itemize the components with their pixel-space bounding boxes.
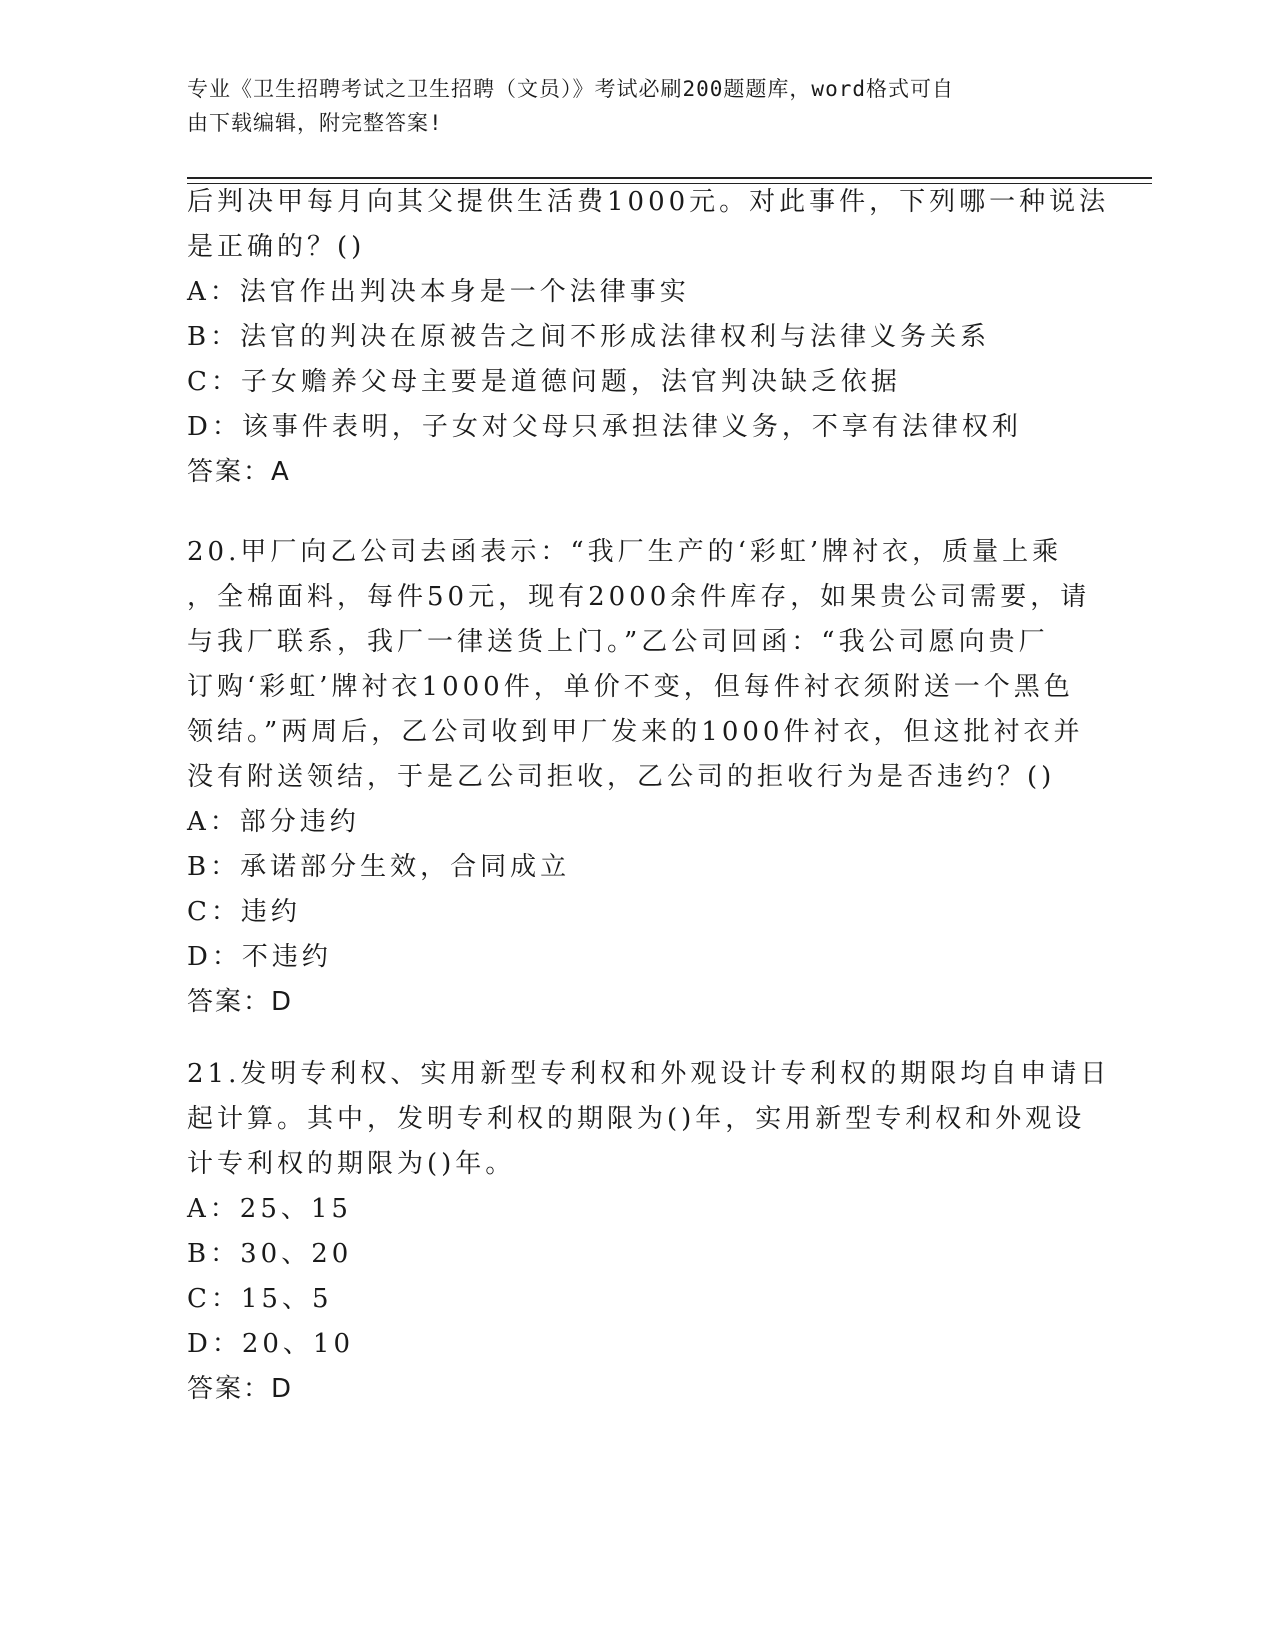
option-d: D：该事件表明，子女对父母只承担法律义务，不享有法律权利: [187, 412, 1022, 442]
question-stem-line: ，全棉面料，每件50元，现有2000余件库存，如果贵公司需要，请: [187, 582, 1091, 612]
option-b: B：30、20: [187, 1239, 353, 1269]
document-header: [187, 72, 1067, 140]
option-d: D：不违约: [187, 942, 332, 972]
question-stem-line: 20.甲厂向乙公司去函表示：“我厂生产的‘彩虹’牌衬衣，质量上乘: [187, 537, 1063, 567]
question-stem-line: 与我厂联系，我厂一律送货上门。”乙公司回函：“我公司愿向贵厂: [187, 627, 1049, 657]
question-stem-line: 是正确的？(): [187, 232, 366, 262]
header-line-1: 专业《卫生招聘考试之卫生招聘（文员）》考试必刷200题题库，word格式可自: [187, 77, 954, 101]
option-b: B：承诺部分生效，合同成立: [187, 852, 571, 882]
answer-label: 答案：D: [187, 1374, 294, 1404]
option-c: C：子女赡养父母主要是道德问题，法官判决缺乏依据: [187, 367, 901, 397]
header-rule-thick: [187, 177, 1152, 179]
option-d: D：20、10: [187, 1329, 355, 1359]
option-a: A：法官作出判决本身是一个法律事实: [187, 277, 690, 307]
option-a: A：25、15: [187, 1194, 352, 1224]
question-19: [187, 180, 1110, 495]
question-stem-line: 领结。”两周后，乙公司收到甲厂发来的1000件衬衣，但这批衬衣并: [187, 717, 1084, 747]
option-c: C：违约: [187, 897, 301, 927]
question-stem-line: 没有附送领结，于是乙公司拒收，乙公司的拒收行为是否违约？(): [187, 762, 1056, 792]
answer-label: 答案：D: [187, 987, 294, 1017]
header-line-2: 由下载编辑，附完整答案!: [187, 111, 443, 135]
question-stem-line: 订购‘彩虹’牌衬衣1000件，单价不变，但每件衬衣须附送一个黑色: [187, 672, 1074, 702]
option-a: A：部分违约: [187, 807, 360, 837]
question-stem-line: 后判决甲每月向其父提供生活费1000元。对此事件，下列哪一种说法: [187, 187, 1110, 217]
option-b: B：法官的判决在原被告之间不形成法律权利与法律义务关系: [187, 322, 991, 352]
question-stem-line: 21.发明专利权、实用新型专利权和外观设计专利权的期限均自申请日: [187, 1059, 1111, 1089]
option-c: C：15、5: [187, 1284, 333, 1314]
question-stem-line: 计专利权的期限为()年。: [187, 1149, 516, 1179]
question-stem-line: 起计算。其中，发明专利权的期限为()年，实用新型专利权和外观设: [187, 1104, 1086, 1134]
answer-label: 答案：A: [187, 457, 291, 487]
question-20: [187, 530, 1091, 1025]
question-21: [187, 1052, 1111, 1412]
